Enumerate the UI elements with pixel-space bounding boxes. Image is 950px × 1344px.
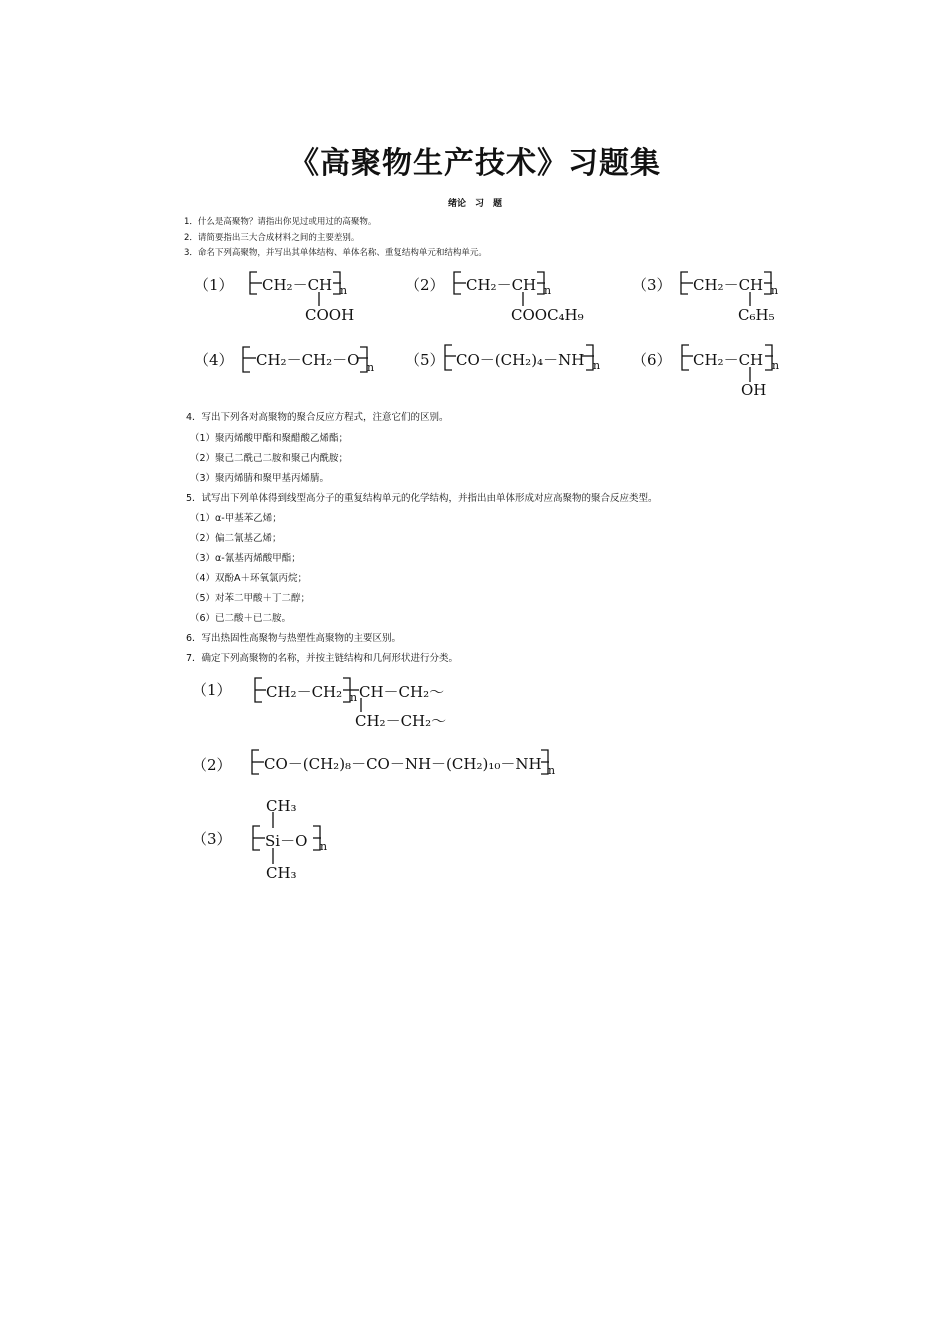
question-3: 3．命名下列高聚物，并写出其单体结构、单体名称、重复结构单元和结构单元。: [184, 248, 487, 258]
q7-formula-3-bottom: CH₃: [266, 864, 297, 882]
formula-6-main: CH₂－CH: [693, 351, 764, 369]
q7-formula-3-n: n: [320, 840, 328, 853]
question-7: 7．确定下列高聚物的名称，并按主链结构和几何形状进行分类。: [186, 653, 459, 664]
question-2: 2．请简要指出三大合成材料之间的主要差别。: [184, 233, 360, 243]
question-4-item-2: （2）聚己二酰己二胺和聚己内酰胺；: [190, 453, 349, 464]
formula-label-6: （6）: [632, 351, 672, 369]
q7-formula-3-top: CH₃: [266, 797, 297, 815]
formula-label-3: （3）: [632, 276, 672, 294]
document-title: 《高聚物生产技术》习题集: [289, 146, 661, 181]
q7-formula-1-rest: CH－CH₂～: [359, 683, 445, 701]
formula-label-5: （5）: [405, 351, 445, 369]
section-subtitle: 绪论 习 题: [447, 199, 502, 209]
formula-6-n: n: [772, 359, 780, 372]
q7-formula-label-1: （1）: [192, 681, 232, 699]
q7-formula-2-n: n: [548, 764, 556, 777]
q7-formula-1-branch: CH₂－CH₂～: [355, 712, 447, 730]
question-5-item-2: （2）偏二氰基乙烯；: [190, 533, 282, 544]
formula-4-main: CH₂－CH₂－O: [256, 351, 360, 369]
question-4-item-1: （1）聚丙烯酸甲酯和聚醋酸乙烯酯；: [190, 433, 349, 444]
question-5-item-3: （3）α-氰基丙烯酸甲酯；: [190, 553, 301, 564]
question-4: 4．写出下列各对高聚物的聚合反应方程式，注意它们的区别。: [186, 412, 449, 423]
q7-formula-3-main: Si－O: [265, 832, 308, 850]
formula-4-n: n: [367, 361, 375, 374]
formula-2-n: n: [544, 284, 552, 297]
question-5-item-5: （5）对苯二甲酸＋丁二醇；: [190, 593, 311, 604]
question-4-item-3: （3）聚丙烯腈和聚甲基丙烯腈。: [190, 473, 330, 484]
formula-6-side: OH: [741, 381, 767, 399]
formula-1-n: n: [340, 284, 348, 297]
formula-3-n: n: [771, 284, 779, 297]
formula-5-main: CO－(CH₂)₄－NH: [456, 351, 585, 369]
question-1: 1．什么是高聚物？请指出你见过或用过的高聚物。: [184, 217, 377, 227]
question-5-item-6: （6）已二酸＋已二胺。: [190, 613, 292, 624]
formula-1-main: CH₂－CH: [262, 276, 333, 294]
question-5-item-4: （4）双酚A＋环氧氯丙烷；: [190, 573, 308, 584]
q7-formula-1-main: CH₂－CH₂: [266, 683, 343, 701]
q7-formula-1-n: n: [350, 691, 358, 704]
formula-5-n: n: [593, 359, 601, 372]
formula-3-main: CH₂－CH: [693, 276, 764, 294]
formula-label-2: （2）: [405, 276, 445, 294]
q7-formula-2-main: CO－(CH₂)₈－CO－NH－(CH₂)₁₀－NH: [264, 755, 542, 773]
question-6: 6．写出热固性高聚物与热塑性高聚物的主要区别。: [186, 633, 402, 644]
formula-1-side: COOH: [305, 306, 355, 324]
q7-formula-label-3: （3）: [192, 830, 232, 848]
formula-2-main: CH₂－CH: [466, 276, 537, 294]
q7-formula-label-2: （2）: [192, 756, 232, 774]
formula-label-1: （1）: [194, 276, 234, 294]
formula-2-side: COOC₄H₉: [511, 306, 584, 324]
question-5: 5．试写出下列单体得到线型高分子的重复结构单元的化学结构，并指出由单体形成对应高聚物的聚合反应类型。: [186, 493, 658, 504]
formula-3-side: C₆H₅: [738, 306, 775, 324]
question-5-item-1: （1）α-甲基苯乙烯；: [190, 513, 282, 524]
formula-label-4: （4）: [194, 351, 234, 369]
